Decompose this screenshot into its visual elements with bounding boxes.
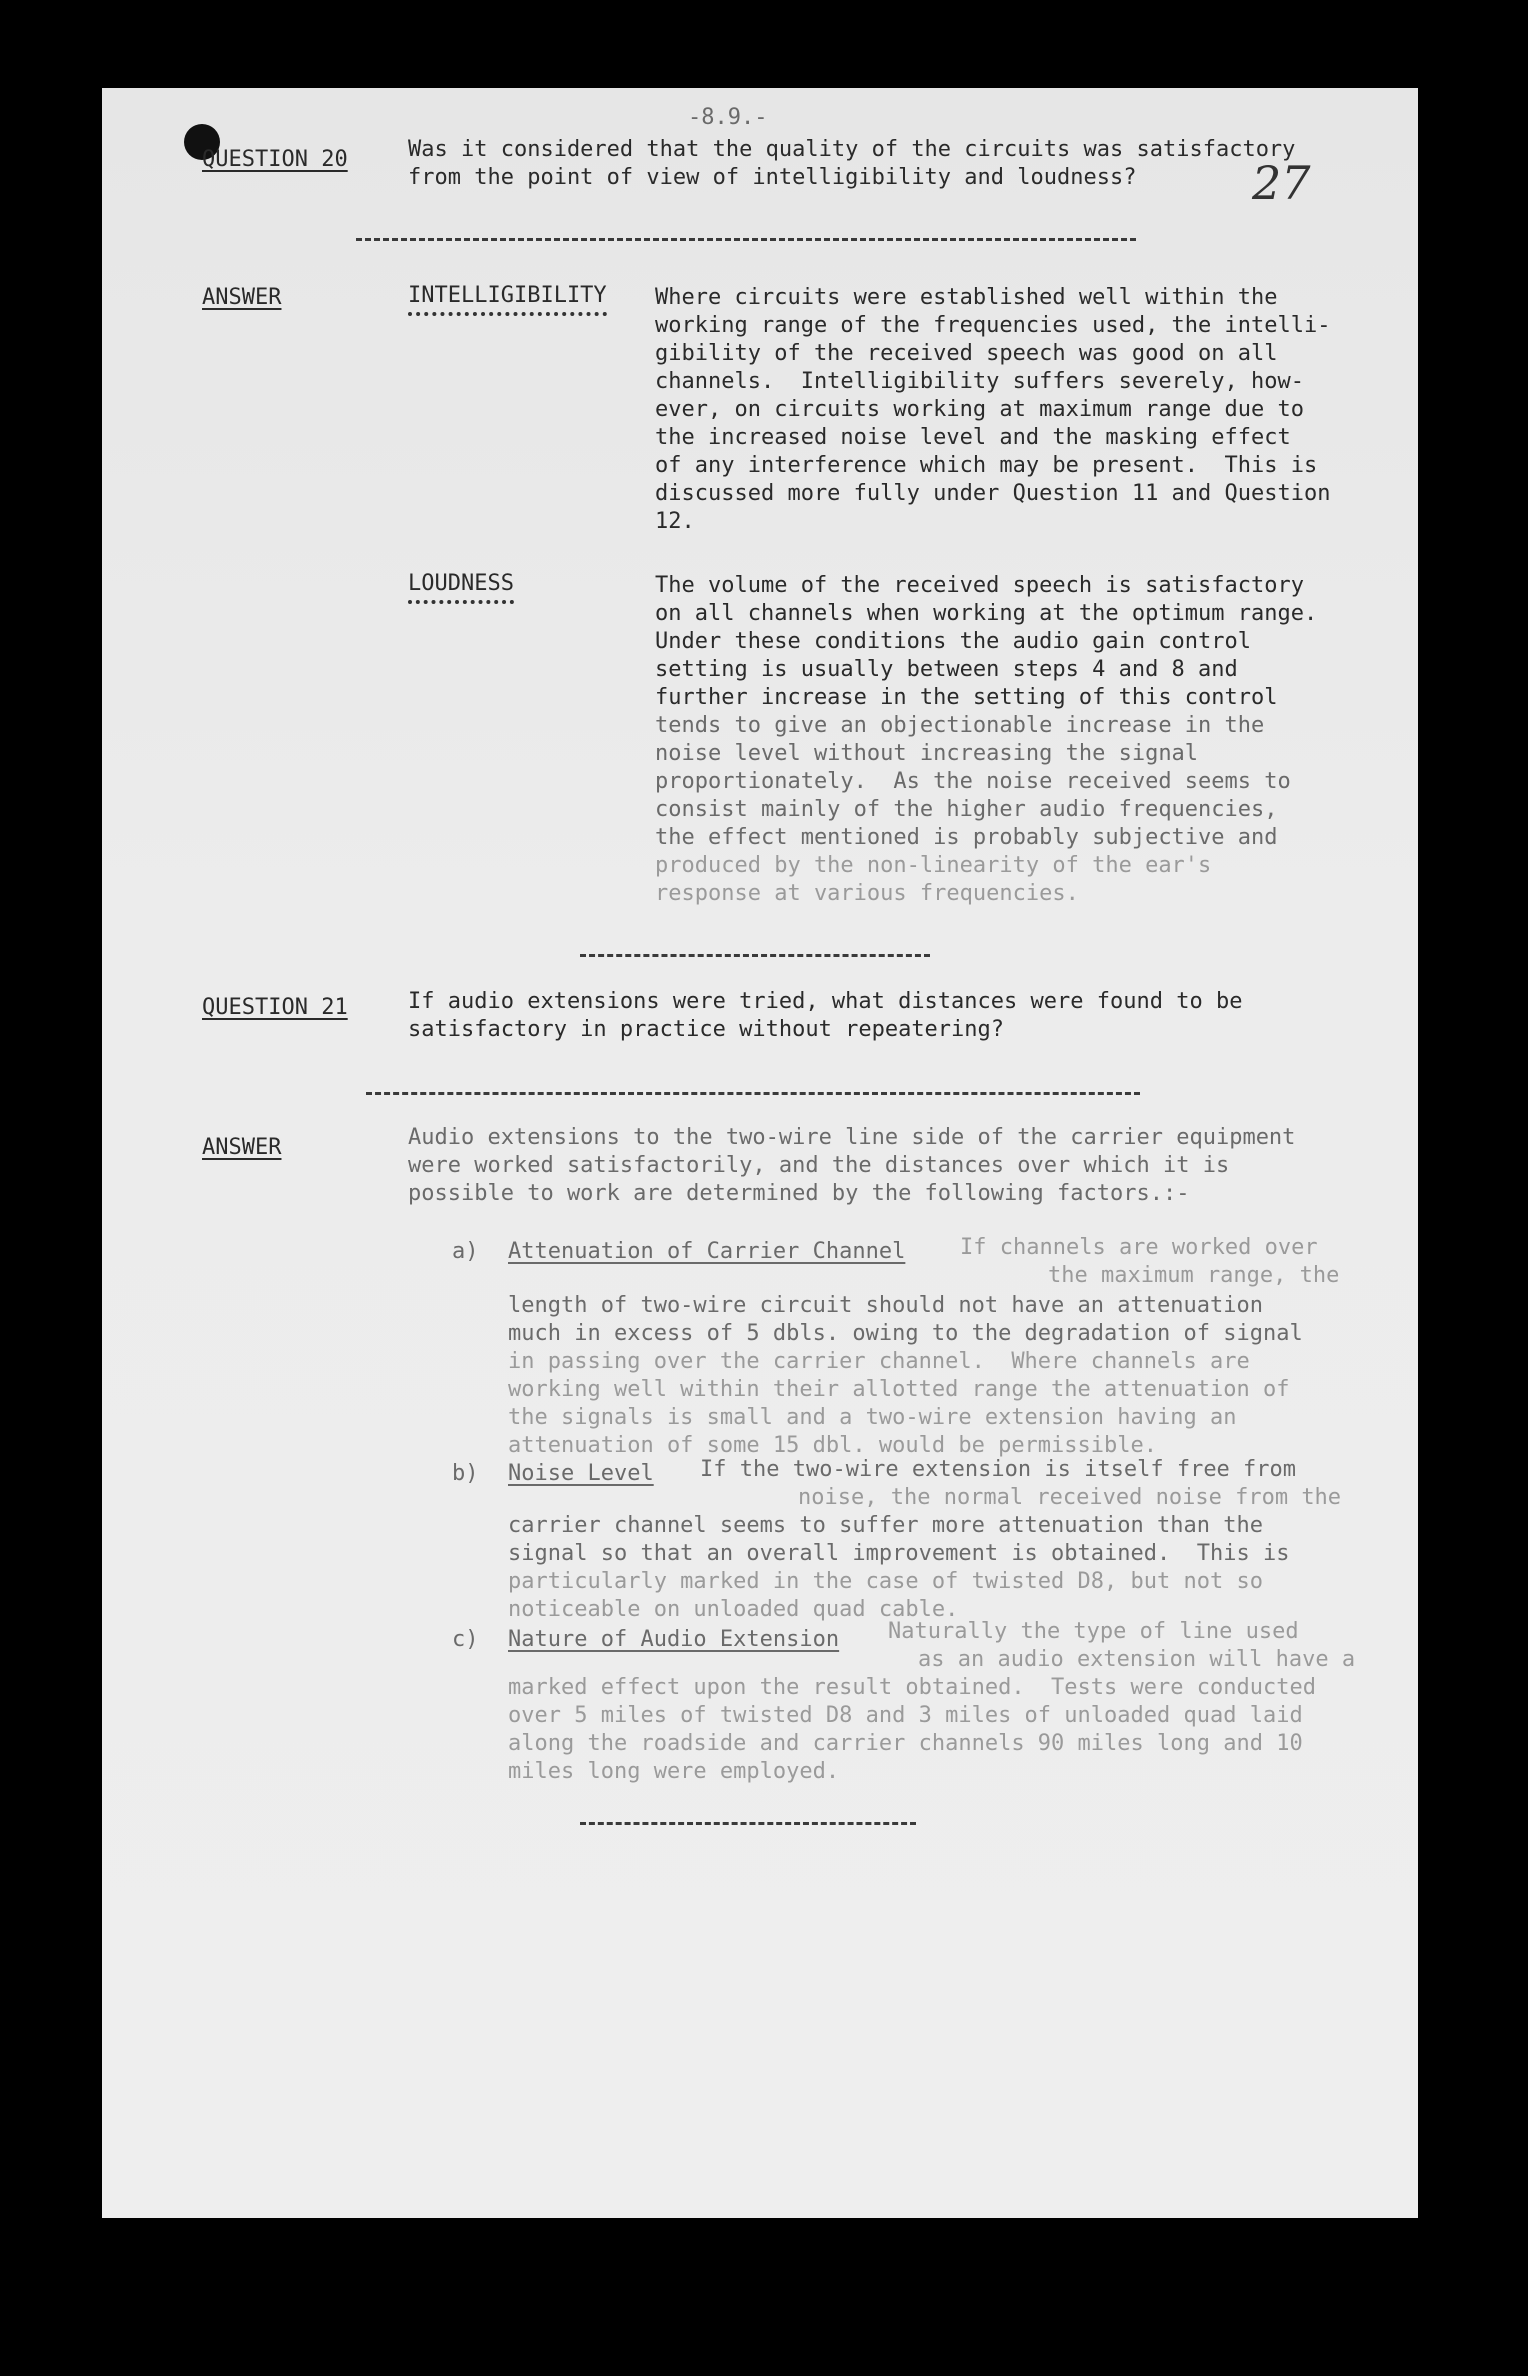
question-20-line: from the point of view of intelligibility and loudness? (408, 165, 1137, 190)
paragraph-line: discussed more fully under Question 11 and Question (655, 481, 1331, 506)
item-c-second-line: as an audio extension will have a (918, 1647, 1356, 1672)
item-c-heading: Nature of Audio Extension (508, 1627, 840, 1652)
item-b-marker: b) (452, 1461, 479, 1486)
paragraph-line: noise level without increasing the signal (655, 741, 1199, 766)
paragraph-line: much in excess of 5 dbls. owing to the degradation of signal (508, 1321, 1303, 1346)
paragraph-line: on all channels when working at the optimum range. (655, 601, 1318, 626)
paragraph-line: the increased noise level and the masking effect (655, 425, 1291, 450)
intelligibility-heading: INTELLIGIBILITY (408, 282, 607, 316)
paragraph-line: along the roadside and carrier channels 90 miles long and 10 (508, 1731, 1303, 1756)
paragraph-line: particularly marked in the case of twisted D8, but not so (508, 1569, 1263, 1594)
paragraph-line: Under these conditions the audio gain control (655, 629, 1252, 654)
paragraph-line: tends to give an objectionable increase in the (655, 713, 1265, 738)
item-a-heading: Attenuation of Carrier Channel (508, 1239, 906, 1264)
paragraph-line: setting is usually between steps 4 and 8 and (655, 657, 1238, 682)
paragraph-line: working range of the frequencies used, the intelli- (655, 313, 1331, 338)
item-b-heading: Noise Level (508, 1461, 654, 1486)
paragraph-line: ever, on circuits working at maximum range due to (655, 397, 1305, 422)
item-a-marker: a) (452, 1239, 479, 1264)
paragraph-line: 12. (655, 509, 695, 534)
paragraph-line: working well within their allotted range the attenuation of (508, 1377, 1290, 1402)
paragraph-line: the effect mentioned is probably subjective and (655, 825, 1278, 850)
paragraph-line: The volume of the received speech is satisfactory (655, 573, 1305, 598)
paragraph-line: further increase in the setting of this control (655, 685, 1278, 710)
item-b-second-line: noise, the normal received noise from the (798, 1485, 1342, 1510)
item-a-second-line: the maximum range, the (1048, 1263, 1340, 1288)
page-number: -8.9.- (688, 105, 768, 130)
paragraph-line: over 5 miles of twisted D8 and 3 miles of unloaded quad laid (508, 1703, 1303, 1728)
question-21-label: QUESTION 21 (202, 995, 348, 1020)
separator-line (580, 1822, 916, 1825)
paragraph-line: response at various frequencies. (655, 881, 1079, 906)
paragraph-line: length of two-wire circuit should not have an attenuation (508, 1293, 1263, 1318)
paragraph-line: Audio extensions to the two-wire line side of the carrier equipment (408, 1125, 1296, 1150)
paragraph-line: gibility of the received speech was good on all (655, 341, 1278, 366)
answer-21-label: ANSWER (202, 1135, 282, 1160)
paragraph-line: were worked satisfactorily, and the distances over which it is (408, 1153, 1230, 1178)
question-21-line: If audio extensions were tried, what distances were found to be (408, 989, 1243, 1014)
answer-20-label: ANSWER (202, 285, 282, 310)
document-page (102, 88, 1418, 2218)
item-c-marker: c) (452, 1627, 479, 1652)
paragraph-line: Where circuits were established well within the (655, 285, 1278, 310)
item-a-first-line: If channels are worked over (960, 1235, 1318, 1260)
item-b-first-line: If the two-wire extension is itself free from (700, 1457, 1297, 1482)
handwritten-page-number: 27 (1252, 156, 1311, 210)
paragraph-line: proportionately. As the noise received seems to (655, 769, 1291, 794)
question-20-line: Was it considered that the quality of the circuits was satisfactory (408, 137, 1296, 162)
paragraph-line: miles long were employed. (508, 1759, 840, 1784)
question-20-label: QUESTION 20 (202, 147, 348, 172)
loudness-heading: LOUDNESS (408, 570, 514, 604)
paragraph-line: the signals is small and a two-wire extension having an (508, 1405, 1237, 1430)
paragraph-line: attenuation of some 15 dbl. would be permissible. (508, 1433, 1158, 1458)
paragraph-line: signal so that an overall improvement is obtained. This is (508, 1541, 1290, 1566)
item-c-first-line: Naturally the type of line used (888, 1619, 1299, 1644)
question-21-line: satisfactory in practice without repeatering? (408, 1017, 1005, 1042)
paragraph-line: channels. Intelligibility suffers severely, how- (655, 369, 1305, 394)
separator-line (356, 238, 1136, 241)
paragraph-line: noticeable on unloaded quad cable. (508, 1597, 959, 1622)
paragraph-line: possible to work are determined by the following factors.:- (408, 1181, 1190, 1206)
paragraph-line: of any interference which may be present. This is (655, 453, 1318, 478)
paragraph-line: carrier channel seems to suffer more attenuation than the (508, 1513, 1263, 1538)
paragraph-line: in passing over the carrier channel. Where channels are (508, 1349, 1250, 1374)
separator-line (580, 954, 930, 957)
paragraph-line: produced by the non-linearity of the ear's (655, 853, 1212, 878)
paragraph-line: marked effect upon the result obtained. Tests were conducted (508, 1675, 1316, 1700)
paragraph-line: consist mainly of the higher audio frequencies, (655, 797, 1278, 822)
separator-line (366, 1092, 1140, 1095)
